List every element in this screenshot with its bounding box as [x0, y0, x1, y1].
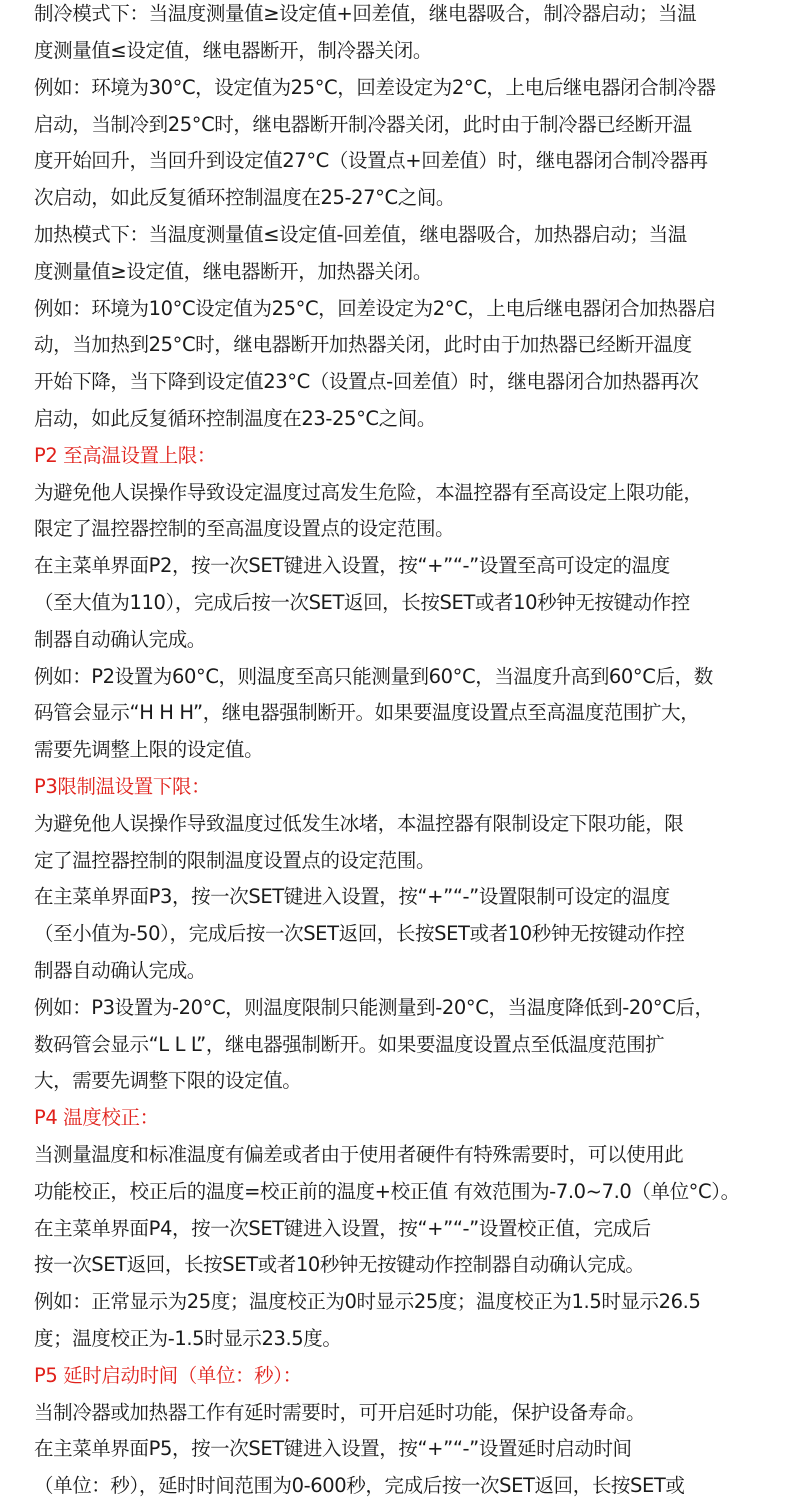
paragraph-line: 例如：P2设置为60°C，则温度至高只能测量到60°C，当温度升高到60°C后，数	[34, 665, 713, 688]
paragraph-line: 例如：环境为10°C设定值为25°C，回差设定为2°C，上电后继电器闭合加热器启	[34, 297, 716, 320]
paragraph-line: 当制冷器或加热器工作有延时需要时，可开启延时功能，保护设备寿命。	[34, 1401, 646, 1424]
paragraph-line: 数码管会显示“L L L”，继电器强制断开。如果要温度设置点至低温度范围扩	[34, 1033, 665, 1056]
paragraph-line: 在主菜单界面P2，按一次SET键进入设置，按“+”“-”设置至高可设定的温度	[34, 554, 670, 577]
paragraph-line: 加热模式下：当温度测量值≤设定值-回差值，继电器吸合，加热器启动；当温	[34, 223, 687, 246]
paragraph-line: 在主菜单界面P3，按一次SET键进入设置，按“+”“-”设置限制可设定的温度	[34, 885, 670, 908]
paragraph-line: （至小值为-50），完成后按一次SET返回，长按SET或者10秒钟无按键动作控	[34, 922, 685, 945]
paragraph-line: 启动，如此反复循环控制温度在23-25°C之间。	[34, 407, 436, 430]
paragraph-line: 例如：正常显示为25度；温度校正为0时显示25度；温度校正为1.5时显示26.5	[34, 1290, 701, 1313]
paragraph-line: （至大值为110），完成后按一次SET返回，长按SET或者10秒钟无按键动作控	[34, 591, 690, 614]
paragraph-line: 次启动，如此反复循环控制温度在25-27°C之间。	[34, 186, 456, 209]
section-heading-p2: P2 至高温设置上限：	[34, 444, 216, 467]
paragraph-line: 大，需要先调整下限的设定值。	[34, 1069, 302, 1092]
section-heading-p3: P3限制温设置下限：	[34, 775, 211, 798]
paragraph-line: 在主菜单界面P5，按一次SET键进入设置，按“+”“-”设置延时启动时间	[34, 1437, 632, 1460]
paragraph-line: 制器自动确认完成。	[34, 959, 206, 982]
paragraph-line: 当测量温度和标准温度有偏差或者由于使用者硬件有特殊需要时，可以使用此	[34, 1143, 684, 1166]
paragraph-line: 启动，当制冷到25°C时，继电器断开制冷器关闭，此时由于制冷器已经断开温	[34, 113, 692, 136]
paragraph-line: 例如：P3设置为-20°C，则温度限制只能测量到-20°C，当温度降低到-20°C后，	[34, 996, 714, 1019]
paragraph-line: 功能校正，校正后的温度=校正前的温度+校正值 有效范围为-7.0~7.0（单位°C）。	[34, 1180, 740, 1203]
paragraph-line: 定了温控器控制的限制温度设置点的设定范围。	[34, 849, 436, 872]
paragraph-line: 动，当加热到25°C时，继电器断开加热器关闭，此时由于加热器已经断开温度	[34, 333, 692, 356]
paragraph-line: 制器自动确认完成。	[34, 628, 206, 651]
paragraph-line: 在主菜单界面P4，按一次SET键进入设置，按“+”“-”设置校正值，完成后	[34, 1217, 651, 1240]
paragraph-line: 制冷模式下：当温度测量值≥设定值+回差值，继电器吸合，制冷器启动；当温	[34, 2, 697, 25]
paragraph-line: （单位：秒），延时时间范围为0-600秒，完成后按一次SET返回，长按SET或	[34, 1474, 685, 1497]
paragraph-line: 度开始回升，当回升到设定值27°C（设置点+回差值）时，继电器闭合制冷器再	[34, 149, 708, 172]
paragraph-line: 开始下降，当下降到设定值23°C（设置点-回差值）时，继电器闭合加热器再次	[34, 370, 699, 393]
paragraph-line: 按一次SET返回，长按SET或者10秒钟无按键动作控制器自动确认完成。	[34, 1253, 645, 1276]
paragraph-line: 度测量值≥设定值，继电器断开，加热器关闭。	[34, 260, 432, 283]
paragraph-line: 例如：环境为30°C，设定值为25°C，回差设定为2°C，上电后继电器闭合制冷器	[34, 76, 716, 99]
paragraph-line: 限定了温控器控制的至高温度设置点的设定范围。	[34, 517, 455, 540]
paragraph-line: 需要先调整上限的设定值。	[34, 738, 264, 761]
paragraph-line: 为避免他人误操作导致温度过低发生冰堵，本温控器有限制设定下限功能，限	[34, 812, 684, 835]
paragraph-line: 为避免他人误操作导致设定温度过高发生危险，本温控器有至高设定上限功能，	[34, 481, 703, 504]
paragraph-line: 度测量值≤设定值，继电器断开，制冷器关闭。	[34, 39, 432, 62]
paragraph-line: 度；温度校正为-1.5时显示23.5度。	[34, 1327, 342, 1350]
paragraph-line: 码管会显示“H H H”，继电器强制断开。如果要温度设置点至高温度范围扩大，	[34, 701, 700, 724]
section-heading-p5: P5 延时启动时间（单位：秒）：	[34, 1364, 302, 1387]
section-heading-p4: P4 温度校正：	[34, 1106, 159, 1129]
